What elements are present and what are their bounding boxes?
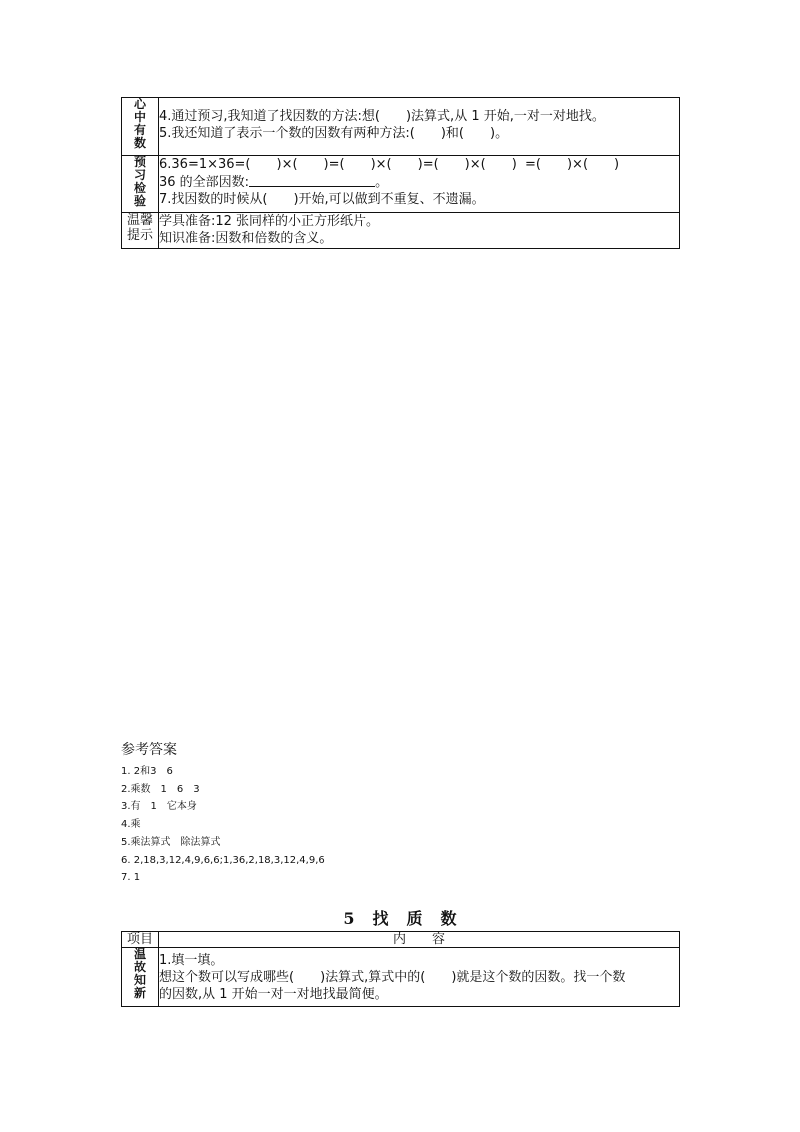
text-line-fill: 1.填一填。: [159, 953, 224, 968]
text-line-method: 的因数,从 1 开始一对一对地找最简便。: [159, 987, 388, 1002]
header-text: 预 习 检 验: [133, 155, 146, 208]
text-line-36-factors: [159, 173, 679, 191]
section5-table: [121, 931, 680, 1007]
answer-item: 3.有 1 它本身: [121, 801, 197, 813]
factors-label: 36 的全部因数:: [159, 175, 250, 190]
row-content-review: [159, 948, 680, 1007]
period: 。: [375, 175, 389, 190]
row-check: [122, 156, 680, 213]
text-line-6: 6.36=1×36=( )×( )=( )×( )=( )×( ) =( )×( ): [159, 157, 620, 172]
text-line-5: 5.我还知道了表示一个数的因数有两种方法:( )和( )。: [159, 126, 509, 141]
header-text: 温馨 提示: [126, 213, 153, 243]
row-header-heart: [122, 98, 159, 156]
answer-item: 5.乘法算式 除法算式: [121, 836, 221, 848]
answer-item: 7. 1: [121, 872, 141, 884]
answer-key: [121, 739, 325, 887]
section-title: 5 找 质 数: [343, 909, 458, 928]
row-content-tips: [159, 213, 680, 249]
row-header-check: [122, 156, 159, 213]
answer-item: 6. 2,18,3,12,4,9,6,6;1,36,2,18,3,12,4,9,6: [121, 854, 325, 866]
text-line-think: 想这个数可以写成哪些( )法算式,算式中的( )就是这个数的因数。找一个数: [159, 970, 626, 985]
answer-item: 4.乘: [121, 819, 141, 831]
col-header-item: 项目: [122, 932, 159, 948]
header-row: [122, 932, 680, 948]
text-line-7: 7.找因数的时候从( )开始,可以做到不重复、不遗漏。: [159, 192, 485, 207]
col-header-content: 内 容: [159, 932, 680, 948]
row-content-heart: [159, 98, 680, 156]
row-header-review: [122, 948, 159, 1007]
text-line-knowledge: 知识准备:因数和倍数的含义。: [159, 231, 333, 246]
header-text: 心 中 有 数: [133, 97, 146, 150]
row-header-tips: [122, 213, 159, 249]
text-line-tools: 学具准备:12 张同样的小正方形纸片。: [159, 214, 380, 229]
answer-item: 1. 2和3 6: [121, 766, 173, 777]
preview-table: [121, 97, 680, 249]
answer-key-title: 参考答案: [121, 742, 177, 758]
text-line-4: 4.通过预习,我知道了找因数的方法:想( )法算式,从 1 开始,一对一对地找。: [159, 109, 605, 124]
answer-blank[interactable]: [249, 173, 375, 187]
row-review: [122, 948, 680, 1007]
row-content-check: [159, 156, 680, 213]
row-tips: [122, 213, 680, 249]
answer-item: 2.乘数 1 6 3: [121, 783, 200, 795]
header-text: 温 故 知 新: [133, 947, 146, 1000]
row-heart: [122, 98, 680, 156]
